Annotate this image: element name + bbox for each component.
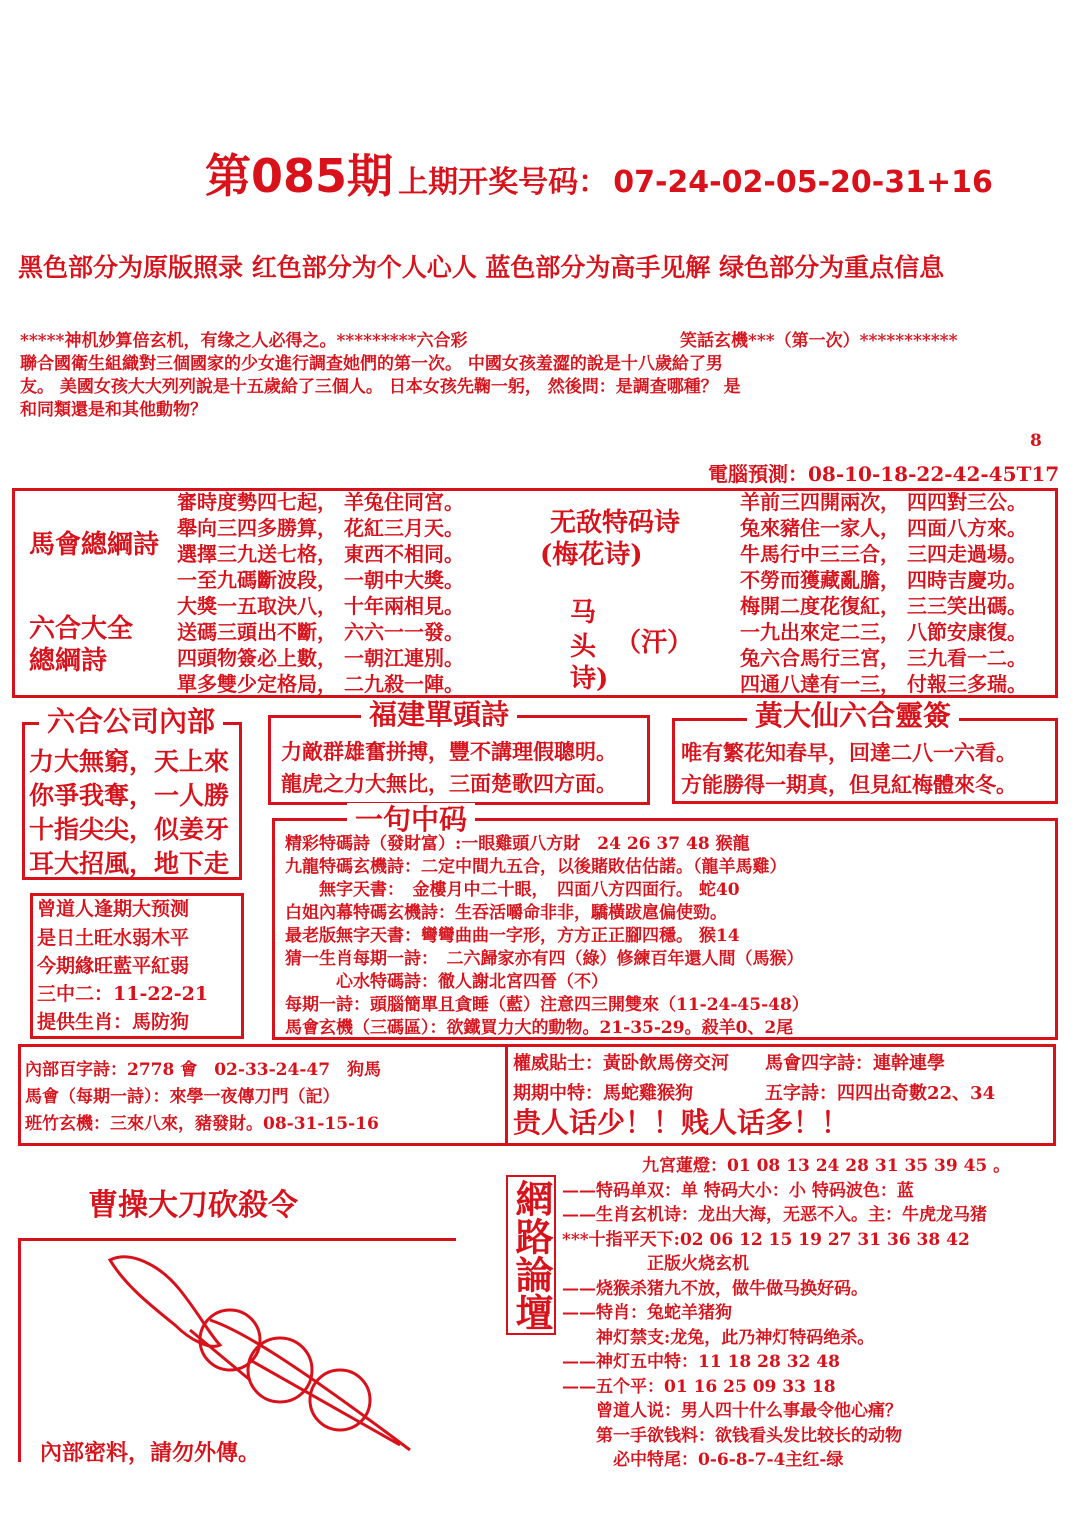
forum-line: 正版火烧玄机 [562, 1254, 749, 1274]
right-poem-line: 兔六合馬行三宮， 三九看一二。 [740, 646, 1027, 670]
yiju-line: 最老版無字天書：彎彎曲曲一字形，方方正正腳四穩。 猴14 [285, 926, 740, 946]
fujian-box [268, 698, 650, 805]
right-poem-line: 兔來豬住一家人， 四面八方來。 [740, 516, 1027, 540]
liuhe-line: 耳大招風，地下走 [29, 849, 230, 878]
main-left-title-1: 馬會總綱詩 [29, 530, 160, 560]
huangdaxian-line: 唯有繁花知春早，回達二八一六看。 [681, 740, 1017, 765]
yiju-zhongma-lines [285, 833, 809, 1040]
main-mid-title-2: (梅花诗) [540, 540, 643, 570]
intro-line-2: 聯合國衛生組織對三個國家的少女進行調查她們的第一次。 中國女孩羞澀的說是十八歲給了男 [20, 354, 723, 374]
main-mid-char-1: 马 [570, 598, 597, 628]
left-poem-line: 審時度勢四七起， 羊兔住同宮。 [177, 490, 464, 514]
left-poem-line: 大獎一五取決八， 十年兩相見。 [177, 594, 464, 618]
fujian-lines [281, 736, 617, 800]
last-result-numbers: 07-24-02-05-20-31+16 [613, 165, 993, 200]
neibu-right-line: 期期中特：馬蛇雞猴狗 五字詩：四四出奇數22、34 [513, 1083, 996, 1104]
liuhe-company-lines [29, 745, 229, 881]
forum-line: ——生肖玄机诗：龙出大海，无恶不入。主：牛虎龙马猪 [562, 1205, 987, 1225]
forum-line: 曾道人说：男人四十什么事最令他心痛？ [562, 1401, 902, 1421]
intro-stray-char: 8 [1030, 431, 1042, 451]
forum-line: ——神灯五中特：11 18 28 32 48 [562, 1352, 840, 1372]
main-mid-title-1: 无敌特码诗 [550, 508, 681, 538]
neibu-right-line: 權威貼士：黃卧飲馬傍交河 馬會四字詩：連幹連學 [513, 1053, 945, 1074]
forum-line: ——特肖：兔蛇羊猪狗 [562, 1303, 732, 1323]
fujian-title: 福建單頭詩 [361, 698, 517, 732]
liuhe-company-title: 六合公司內部 [39, 705, 223, 739]
zengdao-line: 三中二：11-22-21 [37, 983, 209, 1005]
zengdao-title: 曾道人逢期大预测 [37, 898, 190, 920]
neibu-divider [505, 1047, 508, 1143]
forum-line: ——五个平：01 16 25 09 33 18 [562, 1376, 836, 1397]
forum-line: ——烧猴杀猪九不放，做牛做马换好码。 [562, 1278, 868, 1299]
intro-line-1b: 笑話玄機***（第一次）*********** [680, 331, 958, 351]
knife-caption: 內部密料，請勿外傳。 [40, 1440, 261, 1466]
right-poem-line: 不勞而獲藏亂膽， 四時吉慶功。 [740, 568, 1027, 592]
knife-edge-line [210, 1320, 410, 1450]
left-poem-line: 舉向三四多勝算， 花紅三月天。 [177, 516, 464, 540]
left-poem-line: 單多雙少定格局， 二九殺一陣。 [177, 672, 464, 696]
neibu-line: 班竹玄機：三來八來，豬發財。08-31-15-16 [25, 1114, 379, 1134]
computer-prediction: 電腦預測：08-10-18-22-42-45T17 [708, 462, 1060, 486]
color-legend: 黑色部分为原版照录 红色部分为个人心人 蓝色部分为高手见解 绿色部分为重点信息 [18, 253, 945, 282]
yiju-line: 心水特碼詩：徹人謝北宮四晉（不） [285, 972, 608, 992]
right-poem-line: 羊前三四開兩次， 四四對三公。 [740, 490, 1027, 514]
right-poem-line: 一九出來定二三， 八節安康復。 [740, 620, 1027, 644]
neibu-line: 內部百字詩：2778 會 02-33-24-47 狗馬 [25, 1060, 382, 1080]
main-mid-char-3: （汗） [615, 628, 694, 658]
right-poem-line: 牛馬行中三三合， 三四走過場。 [740, 542, 1027, 566]
knife-ring-2 [248, 1338, 312, 1402]
forum-lines [562, 1154, 1010, 1473]
yiju-line: 每期一詩：頭腦簡單且貪睡（藍）注意四三開雙來（11-24-45-48） [285, 995, 809, 1015]
yiju-line: 猜一生肖每期一詩： 二六歸家亦有四（綠）修練百年還人間（馬猴） [285, 949, 804, 969]
issue-header [205, 140, 993, 206]
huangdaxian-title: 黃大仙六合靈簽 [747, 699, 959, 733]
main-left-poem [177, 489, 464, 697]
main-left-title-2b: 總綱詩 [29, 646, 108, 676]
knife-blade-shape [110, 1257, 220, 1346]
right-poem-line: 梅開二度花復紅， 三三笑出碼。 [740, 594, 1027, 618]
forum-line: 九宮蓮燈：01 08 13 24 28 31 35 39 45 。 [642, 1156, 1011, 1176]
neibu-left-lines [25, 1057, 381, 1138]
huangdaxian-lines [681, 737, 1017, 801]
yiju-line: 無字天書： 金樓月中二十眼， 四面八方四面行。 蛇40 [285, 880, 740, 900]
knife-title: 曹操大刀砍殺令 [88, 1188, 298, 1223]
zengdao-lines [37, 924, 208, 1036]
intro-line-3: 友。 美國女孩大大列列說是十五歲給了三個人。 日本女孩先鞠一躬， 然後問：是調查哪種？ 是 [20, 377, 741, 397]
liuhe-company-box [22, 705, 242, 880]
left-poem-line: 選擇三九送七格， 東西不相同。 [177, 542, 464, 566]
huangdaxian-line: 方能勝得一期真，但見紅梅體來冬。 [681, 772, 1017, 797]
issue-number: 第085期 [205, 149, 394, 203]
zengdao-line: 是日土旺水弱木平 [37, 927, 190, 949]
liuhe-line: 你爭我奪，一人勝 [29, 781, 230, 810]
forum-line: 第一手欲钱料：欲钱看头发比较长的动物 [562, 1425, 902, 1446]
yiju-line: 精彩特碼詩（發財富）:一眼雞頭八方財 24 26 37 48 猴龍 [285, 834, 750, 854]
liuhe-line: 力大無窮，天上來 [29, 747, 230, 776]
yiju-line: 馬會玄機（三碼區）：欲鐵買力大的動物。21-35-29。殺羊0、2尾 [285, 1018, 794, 1038]
neibu-line: 馬會（每期一詩）：來學一夜傳刀門（記） [25, 1087, 340, 1107]
main-mid-char-4: 诗) [570, 664, 609, 694]
zengdao-box [30, 893, 244, 1039]
main-right-poem [740, 489, 1027, 697]
neibu-right-lines [513, 1049, 995, 1109]
forum-line: 必中特尾：0-6-8-7-4主红-绿 [562, 1450, 844, 1470]
left-poem-line: 送碼三頭出不斷， 六六一一發。 [177, 620, 464, 644]
knife-illustration [90, 1250, 420, 1460]
yiju-zhongma-title: 一句中码 [347, 803, 475, 837]
forum-vertical-title: 網路論壇 [506, 1175, 556, 1335]
liuhe-line: 十指尖尖，似姜牙 [29, 815, 230, 844]
forum-line: 神灯禁支:龙兔，此乃神灯特码绝杀。 [562, 1327, 875, 1348]
right-poem-line: 四通八達有一三， 付報三多瑞。 [740, 672, 1027, 696]
forum-line: ***十指平天下:02 06 12 15 19 27 31 36 38 42 [562, 1229, 970, 1250]
zengdao-line: 提供生肖：馬防狗 [37, 1011, 190, 1033]
slogan: 贵人话少！！贱人话多！！ [513, 1106, 850, 1139]
last-result-label: 上期开奖号码： [398, 165, 609, 200]
zengdao-line: 今期緣旺藍平紅弱 [37, 955, 190, 977]
huangdaxian-box [672, 699, 1058, 804]
forum-line: ——特码单双：单 特码大小：小 特码波色：蓝 [562, 1180, 914, 1201]
left-poem-line: 一至九碼斷波段， 一朝中大獎。 [177, 568, 464, 592]
yiju-line: 九龍特碼玄機詩：二定中間九五合，以後賭敗估估諾。（龍羊馬雞） [285, 857, 787, 877]
main-poem-box [12, 488, 1058, 698]
main-mid-char-2: 头 [570, 632, 597, 662]
neibu-box [18, 1044, 1056, 1146]
intro-line-4: 和同類還是和其他動物？ [20, 400, 207, 420]
intro-line-1a: *****神机妙算倍玄机，有缘之人必得之。*********六合彩 [20, 331, 468, 351]
yiju-line: 白姐內幕特碼玄機詩：生吞活嚼命非非，驕橫跋扈偏使勁。 [285, 903, 727, 923]
fujian-line: 龍虎之力大無比，三面楚歌四方面。 [281, 771, 617, 796]
left-poem-line: 四頭物簽必上數， 一朝江連別。 [177, 646, 464, 670]
fujian-line: 力敵群雄奮拼搏，豐不講理假聰明。 [281, 739, 617, 764]
yiju-zhongma-box [272, 803, 1058, 1040]
main-left-title-2a: 六合大全 [29, 614, 134, 644]
